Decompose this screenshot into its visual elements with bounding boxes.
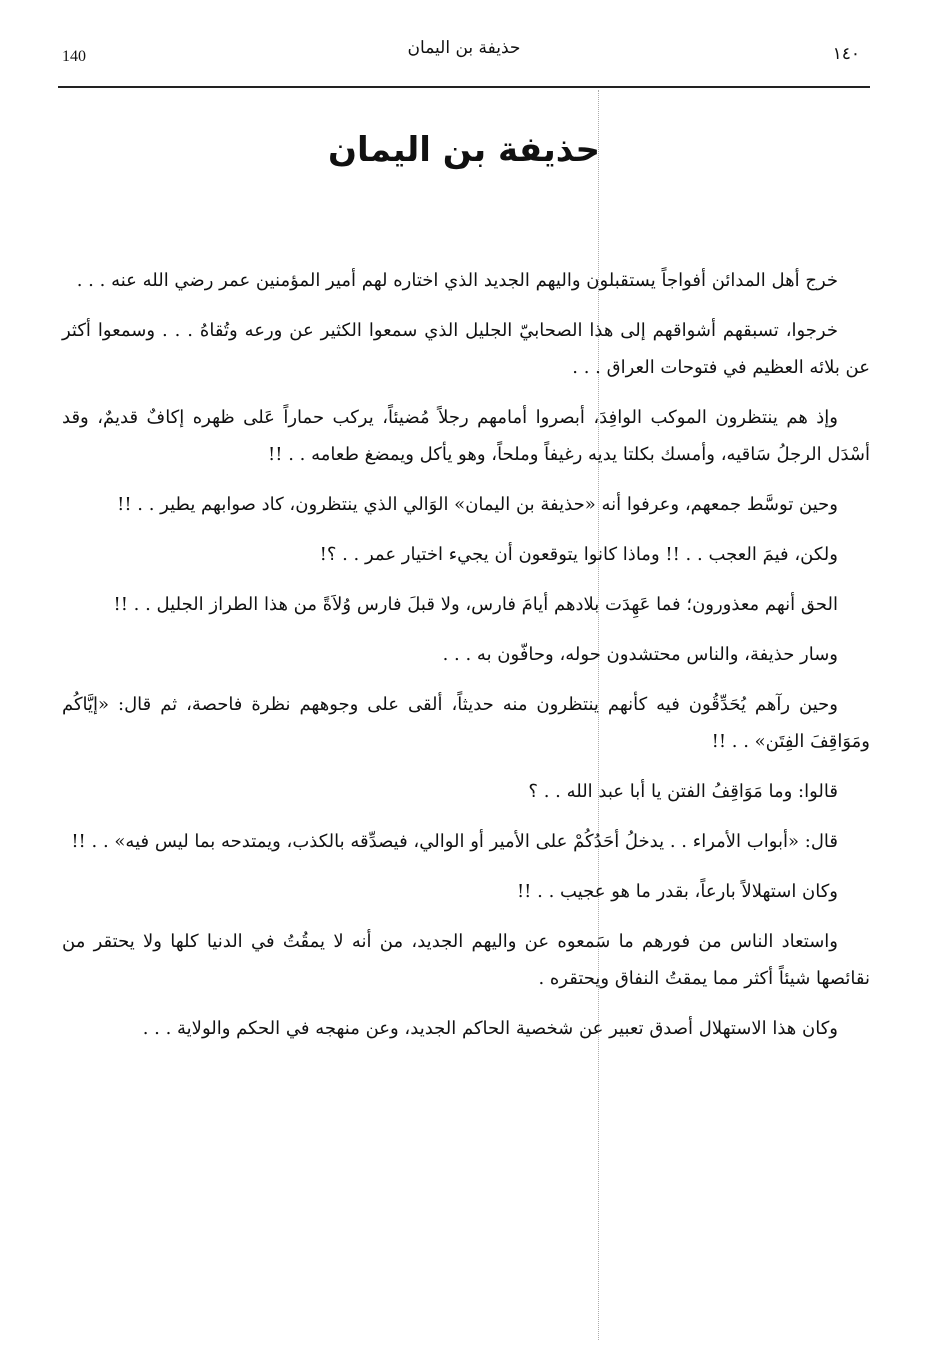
paragraph: وسار حذيفة، والناس محتشدون حوله، وحافّون به . . . bbox=[442, 644, 838, 665]
body-text bbox=[62, 262, 870, 1060]
paragraph: وحين رآهم يُحَدِّقُون فيه كأنهم ينتظرون منه حديثاً، ألقى على وجوههم نظرة فاحصة، ثم قال: «إيَّاكُم ومَوَاقِفَ الفِتَن» . . !! bbox=[62, 694, 870, 752]
paragraph: خرج أهل المدائن أفواجاً يستقبلون واليهم الجديد الذي اختاره لهم أمير المؤمنين عمر رضي الله عنه . . . bbox=[76, 270, 838, 291]
running-title: حذيفة بن اليمان bbox=[407, 38, 521, 58]
paragraph: قالوا: وما مَوَاقِفُ الفتن يا أبا عبد الله . . ؟ bbox=[528, 781, 838, 802]
chapter-title: حذيفة بن اليمان bbox=[328, 130, 600, 170]
paragraph: الحق أنهم معذورون؛ فما عَهِدَت بلادهم أيامَ فارس، ولا قبلَ فارس وُلاَةً من هذا الطراز الجليل . . !! bbox=[113, 594, 838, 615]
page-number-arabic: ١٤٠ bbox=[832, 44, 860, 64]
paragraph: وكان استهلالاً بارعاً، بقدر ما هو عجيب . . !! bbox=[516, 881, 838, 902]
paragraph: ولكن، فيمَ العجب . . !! وماذا كانوا يتوقعون أن يجيء اختيار عمر . . ؟! bbox=[319, 544, 838, 565]
paragraph: خرجوا، تسبقهم أشواقهم إلى هذا الصحابيّ الجليل الذي سمعوا الكثير عن ورعه وتُقاهُ . . . وسمعوا أكثر عن بلائه العظيم في فتوحات العراق . . . bbox=[62, 320, 870, 378]
paragraph: وإذ هم ينتظرون الموكب الوافِدَ، أبصروا أمامهم رجلاً مُضيئاً، يركب حماراً عَلى ظهره إكافٌ قديمٌ، وقد أسْدَل الرجلُ سَاقيه، وأمسك بكلتا يديه رغيفاً وملحاً، وهو يأكل ويمضغ طعامه . . !! bbox=[62, 407, 870, 465]
page-header bbox=[58, 30, 870, 88]
paragraph: وحين توسَّط جمعهم، وعرفوا أنه «حذيفة بن اليمان» الوَالي الذي ينتظرون، كاد صوابهم يطير . . !! bbox=[117, 494, 838, 515]
page-number-latin: 140 bbox=[62, 48, 86, 65]
paragraph: قال: «أبواب الأمراء . . يدخلُ أحَدُكُمْ على الأمير أو الوالي، فيصدِّقه بالكذب، ويمتدحه بما ليس فيه» . . !! bbox=[71, 831, 838, 852]
paragraph: وكان هذا الاستهلال أصدق تعبير عن شخصية الحاكم الجديد، وعن منهجه في الحكم والولاية . . . bbox=[142, 1018, 838, 1039]
paragraph: واستعاد الناس من فورهم ما سَمعوه عن واليهم الجديد، من أنه لا يمقُتُ في الدنيا كلها ولا يحتقر من نقائصها شيئاً أكثر مما يمقتُ النفاق ويحتقره . bbox=[62, 931, 870, 989]
